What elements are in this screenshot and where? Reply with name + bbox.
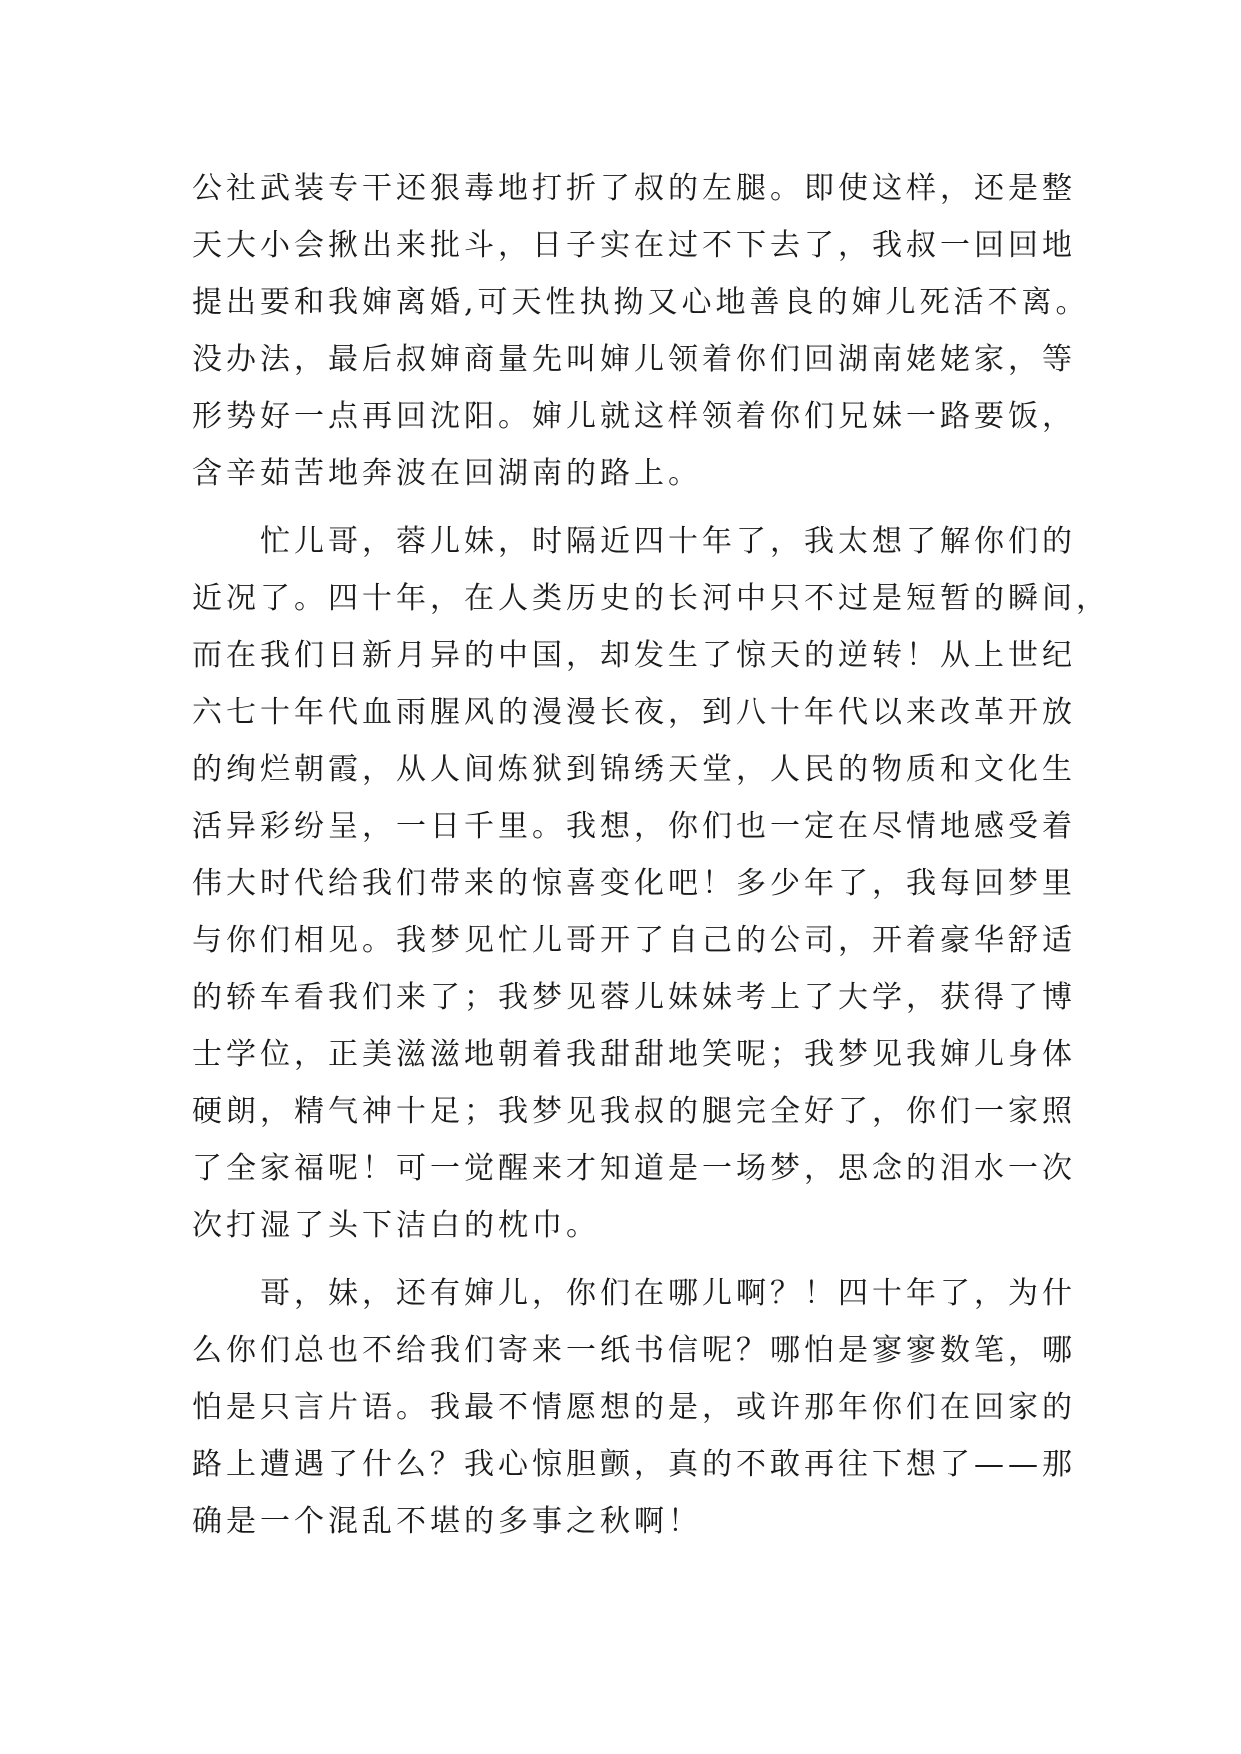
paragraph-3 — [192, 1265, 1092, 1550]
text-line: 路上遭遇了什么？我心惊胆颤，真的不敢再往下想了——那 — [192, 1447, 1076, 1482]
body-text — [192, 160, 1110, 1550]
text-line: 含辛茹苦地奔波在回湖南的路上。 — [192, 456, 702, 491]
text-line: 公社武装专干还狠毒地打折了叔的左腿。即使这样，还是整 — [192, 171, 1076, 206]
text-line: 确是一个混乱不堪的多事之秋啊！ — [192, 1504, 702, 1539]
text-line: 士学位，正美滋滋地朝着我甜甜地笑呢；我梦见我婶儿身体 — [192, 1037, 1076, 1072]
text-line: 伟大时代给我们带来的惊喜变化吧！多少年了，我每回梦里 — [192, 866, 1076, 901]
text-line: 近况了。四十年，在人类历史的长河中只不过是短暂的瞬间， — [192, 581, 1110, 616]
paragraph-2 — [192, 513, 1110, 1254]
text-line: 天大小会揪出来批斗，日子实在过不下去了，我叔一回回地 — [192, 228, 1076, 263]
text-line: 形势好一点再回沈阳。婶儿就这样领着你们兄妹一路要饭， — [192, 399, 1076, 434]
text-line: 次打湿了头下洁白的枕巾。 — [192, 1208, 600, 1243]
text-line: 六七十年代血雨腥风的漫漫长夜，到八十年代以来改革开放 — [192, 695, 1076, 730]
text-line: 没办法，最后叔婶商量先叫婶儿领着你们回湖南姥姥家，等 — [192, 342, 1076, 377]
text-line: 了全家福呢！可一觉醒来才知道是一场梦，思念的泪水一次 — [192, 1151, 1076, 1186]
text-line: 与你们相见。我梦见忙儿哥开了自己的公司，开着豪华舒适 — [192, 923, 1076, 958]
text-line: 活异彩纷呈，一日千里。我想，你们也一定在尽情地感受着 — [192, 809, 1076, 844]
text-line: 哥，妹，还有婶儿，你们在哪儿啊？！四十年了，为什 — [260, 1276, 1076, 1311]
text-line: 而在我们日新月异的中国，却发生了惊天的逆转！从上世纪 — [192, 638, 1076, 673]
paragraph-gap — [192, 1254, 1092, 1265]
text-line: 的绚烂朝霞，从人间炼狱到锦绣天堂，人民的物质和文化生 — [192, 752, 1076, 787]
text-line: 么你们总也不给我们寄来一纸书信呢？哪怕是寥寥数笔，哪 — [192, 1333, 1076, 1368]
text-line: 提出要和我婶离婚,可天性执拗又心地善良的婶儿死活不离。 — [192, 285, 1090, 320]
text-line: 的轿车看我们来了；我梦见蓉儿妹妹考上了大学，获得了博 — [192, 980, 1076, 1015]
text-line: 怕是只言片语。我最不情愿想的是，或许那年你们在回家的 — [192, 1390, 1076, 1425]
text-line: 硬朗，精气神十足；我梦见我叔的腿完全好了，你们一家照 — [192, 1094, 1076, 1129]
text-line: 忙儿哥，蓉儿妹，时隔近四十年了，我太想了解你们的 — [260, 524, 1076, 559]
paragraph-1 — [192, 160, 1092, 502]
paragraph-gap — [192, 502, 1092, 513]
